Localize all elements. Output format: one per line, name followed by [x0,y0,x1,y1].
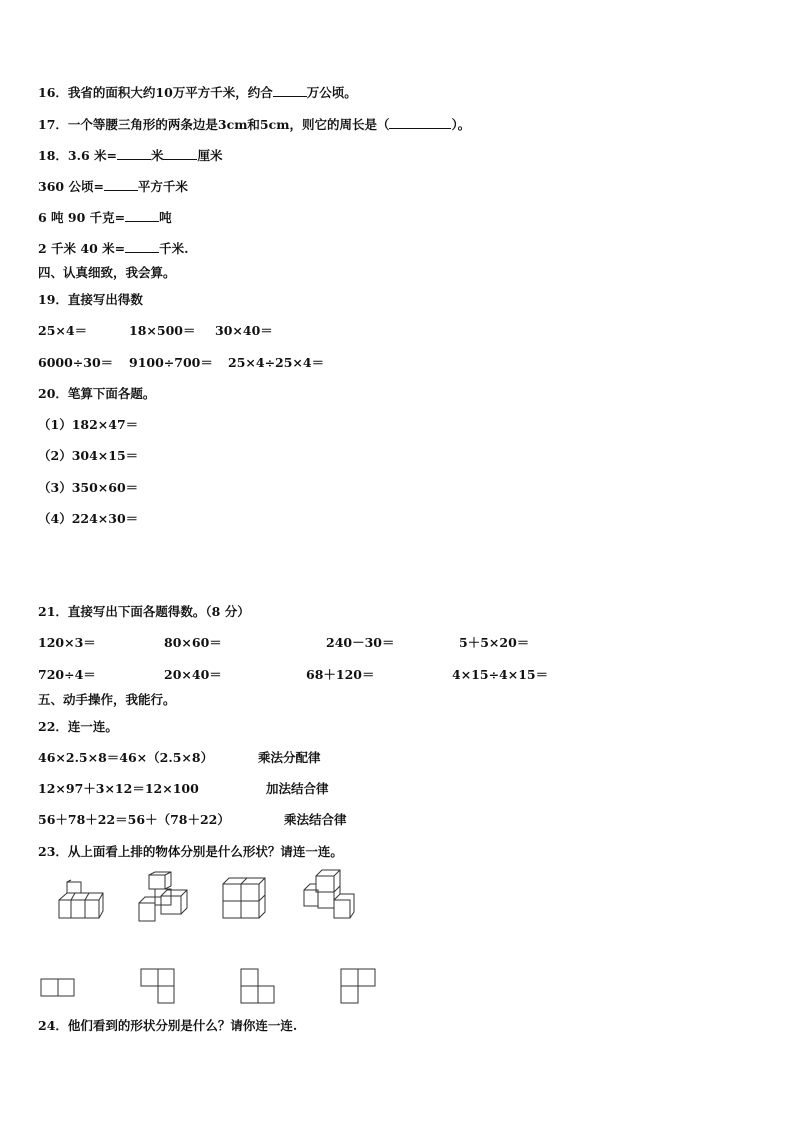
q18c-text: 6 吨 90 千克= [38,210,126,225]
q22-right-item[interactable]: 乘法分配律 [258,750,321,765]
cube-stack-figure-3[interactable] [220,876,268,920]
top-view-shape-3[interactable] [240,968,276,1006]
q16-text: 16．我省的面积大约10万平方千米，约合 [38,85,273,100]
q19-item: 30×40＝ [215,323,273,338]
q19-item: 9100÷700＝ [129,355,213,370]
q21-item: 4×15÷4×15＝ [452,667,549,682]
q22-title: 22．连一连。 [38,719,118,734]
q17-text: 17．一个等腰三角形的两条边是3cm和5cm，则它的周长是（ [38,117,390,132]
question-17 [38,116,470,133]
section-4-heading: 四、认真细致，我会算。 [38,265,176,280]
q20-item: （2）304×15＝ [38,448,139,463]
answer-blank[interactable] [125,240,159,253]
q19-title: 19．直接写出得数 [38,292,143,307]
q22-right-item[interactable]: 加法结合律 [266,781,329,796]
answer-blank[interactable] [104,178,138,191]
q22-right-item[interactable]: 乘法结合律 [284,812,347,827]
q21-item: 240－30＝ [326,635,395,650]
q18a-text: 18．3.6 米= [38,148,117,163]
q20-item: （4）224×30＝ [38,511,139,526]
question-16 [38,84,357,101]
q21-item: 120×3＝ [38,635,96,650]
q20-item: （3）350×60＝ [38,480,139,495]
q19-item: 25×4÷25×4＝ [228,355,325,370]
question-18a [38,147,223,164]
section-5-heading: 五、动手操作，我能行。 [38,692,176,707]
q20-title: 20．笔算下面各题。 [38,386,156,401]
q19-item: 25×4＝ [38,323,88,338]
cube-stack-figure-2[interactable] [135,872,189,924]
top-view-shape-2[interactable] [140,968,176,1006]
q18d-text: 2 千米 40 米= [38,241,126,256]
q19-item: 18×500＝ [129,323,196,338]
q22-left-item[interactable]: 46×2.5×8＝46×（2.5×8） [38,750,214,765]
question-18d [38,240,188,257]
q23-title: 23．从上面看上排的物体分别是什么形状？请连一连。 [38,844,343,859]
q18d-unit: 千米. [159,241,189,256]
q21-title: 21．直接写出下面各题得数。（8 分） [38,604,250,619]
q21-item: 68＋120＝ [306,667,375,682]
q17-close: ）。 [451,117,471,132]
answer-blank[interactable] [125,209,159,222]
top-view-shape-4[interactable] [340,968,378,1006]
question-18b [38,178,188,195]
q20-item: （1）182×47＝ [38,417,139,432]
q18c-unit: 吨 [159,210,172,225]
answer-blank[interactable] [273,84,307,97]
q16-unit: 万公顷。 [306,85,357,100]
cube-stack-figure-1[interactable] [56,880,106,922]
q18a-unit1: 米 [150,148,164,163]
answer-blank[interactable] [389,116,451,129]
q22-left-item[interactable]: 12×97＋3×12＝12×100 [38,781,199,796]
answer-blank[interactable] [163,147,197,160]
q21-item: 20×40＝ [164,667,222,682]
cube-stack-figure-4[interactable] [300,868,356,922]
q21-item: 80×60＝ [164,635,222,650]
top-view-shape-1[interactable] [40,978,76,998]
q22-left-item[interactable]: 56＋78＋22＝56＋（78＋22） [38,812,230,827]
q18b-text: 360 公顷= [38,179,104,194]
q21-item: 5＋5×20＝ [459,635,530,650]
answer-blank[interactable] [117,147,151,160]
question-18c [38,209,172,226]
q18b-unit: 平方千米 [137,179,188,194]
q24-title: 24．他们看到的形状分别是什么？请你连一连. [38,1018,298,1033]
q18a-unit2: 厘米 [197,148,223,163]
q19-item: 6000÷30＝ [38,355,114,370]
q21-item: 720÷4＝ [38,667,96,682]
